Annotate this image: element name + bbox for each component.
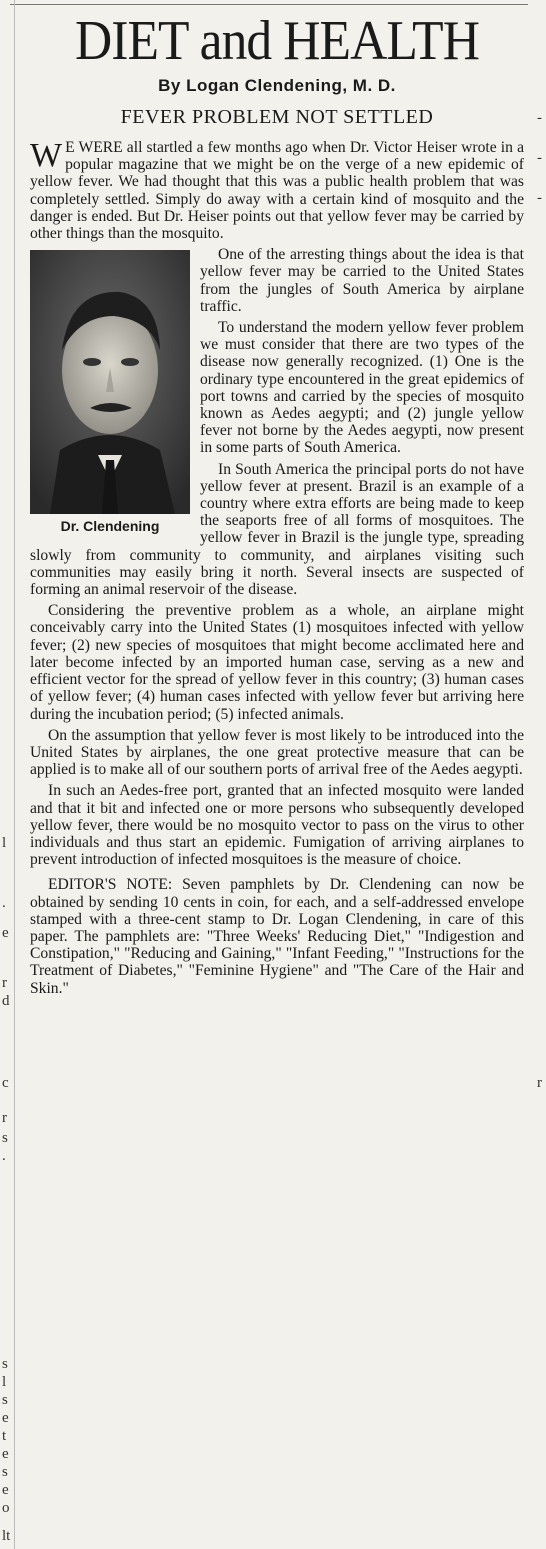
edge-fragment: - <box>537 110 542 126</box>
edge-fragment: lt <box>2 1528 11 1544</box>
edge-fragment: l <box>2 1374 7 1390</box>
paragraph: In South America the principal ports do not have yellow fever at present. Brazil is an example of a country where extra efforts are being made to keep the seaports free of all forms of mosquitoes. The yellow fever in Brazil is the jungle type, spreading slowly from community to community, and airplanes visiting such communities may easily bring it north. Several insects are suspected of forming an animal reservoir of the disease. <box>30 460 524 599</box>
drop-cap: W <box>30 137 63 174</box>
author-photo <box>30 250 190 514</box>
paragraph-text: E WERE all startled a few months ago when Dr. Victor Heiser wrote in a popular magazine that we might be on the verge of a new epidemic of yellow fever. We had thought that this was a public health problem that was completely settled. Simply do away with a certain kind of mosquito and the danger is ended. But Dr. Heiser points out that yellow fever may be carried by other things than the mosquito. <box>30 139 524 243</box>
paragraph: One of the arresting things about the idea is that yellow fever may be carried to the United States from the jungles of South America by airplane traffic. <box>200 246 524 315</box>
edge-fragment: e <box>2 1482 9 1498</box>
edge-fragment: . <box>2 1148 6 1164</box>
edge-fragment: s <box>2 1130 8 1146</box>
photo-caption: Dr. Clendening <box>60 518 160 535</box>
top-rule <box>10 4 528 5</box>
editors-note <box>30 876 524 996</box>
edge-fragment: c <box>2 1075 9 1091</box>
byline: By Logan Clendening, M. D. <box>158 76 396 95</box>
edge-fragment: s <box>2 1464 8 1480</box>
edge-fragment: - <box>537 190 542 206</box>
edge-fragment: e <box>2 1446 9 1462</box>
edge-fragment: . <box>2 895 6 911</box>
paragraph: In such an Aedes-free port, granted that an infected mosquito were landed and that it bit and infected one or more persons who subsequently developed yellow fever, there would be no mosquito vector to pass on the virus to other individuals and thus start an epidemic. Fumigation of arriving airplanes to prevent introduction of infected mosquitoes is the measure of choice. <box>30 782 524 869</box>
edge-fragment: o <box>2 1500 10 1516</box>
headline: FEVER PROBLEM NOT SETTLED <box>120 106 434 128</box>
edge-fragment: r <box>537 1075 542 1091</box>
edge-fragment: s <box>2 1392 8 1408</box>
edge-fragment: t <box>2 1428 7 1444</box>
edge-fragment: l <box>2 835 7 851</box>
paragraph: To understand the modern yellow fever problem we must consider that there are two types of the disease now generally recognized. (1) One is the ordinary type encountered in the great epidemics of port towns and carried by the species of mosquito known as Aedes aegypti; and (2) jungle yellow fever not borne by the Aedes aegypti, now present in some parts of South America. <box>200 319 524 457</box>
article-column <box>30 12 524 997</box>
column-title: DIET and HEALTH <box>74 10 480 72</box>
article-body <box>30 139 524 868</box>
paragraph <box>30 139 524 242</box>
edge-fragment: d <box>2 993 10 1009</box>
edge-fragment: e <box>2 1410 9 1426</box>
edge-fragment: r <box>2 975 7 991</box>
edge-fragment: r <box>2 1110 7 1126</box>
editors-note-text: EDITOR'S NOTE: Seven pamphlets by Dr. Clendening can now be obtained by sending 10 cents in coin, for each, and a self-addressed envelope stamped with a three-cent stamp to Dr. Logan Clendening, in care of this paper. The pamphlets are: "Three Weeks' Reducing Diet," "Indigestion and Constipation," "Reducing and Gaining," "Infant Feeding," "Instructions for the Treatment of Diabetes," "Feminine Hygiene" and "The Care of the Hair and Skin." <box>30 876 524 997</box>
paragraph: On the assumption that yellow fever is most likely to be introduced into the United States by airplanes, the one great protective measure that can be applied is to make all of our southern ports of arrival free of the Aedes aegypti. <box>30 726 524 779</box>
edge-fragment: s <box>2 1356 8 1372</box>
edge-fragment: - <box>537 150 542 166</box>
left-column-edge <box>0 0 15 1549</box>
author-photo-box <box>30 250 190 535</box>
edge-fragment: e <box>2 925 9 941</box>
paragraph: Considering the preventive problem as a whole, an airplane might conceivably carry into the United States (1) mosquitoes infected with yellow fever; (2) new species of mosquitoes that might become acclimated here and later become infected by an imported human case, serving as a new and efficient vector for the spread of yellow fever in this country; (3) human cases of yellow fever; (4) human cases infected with yellow fever but arriving here during the incubation period; (5) infected animals. <box>30 602 524 723</box>
